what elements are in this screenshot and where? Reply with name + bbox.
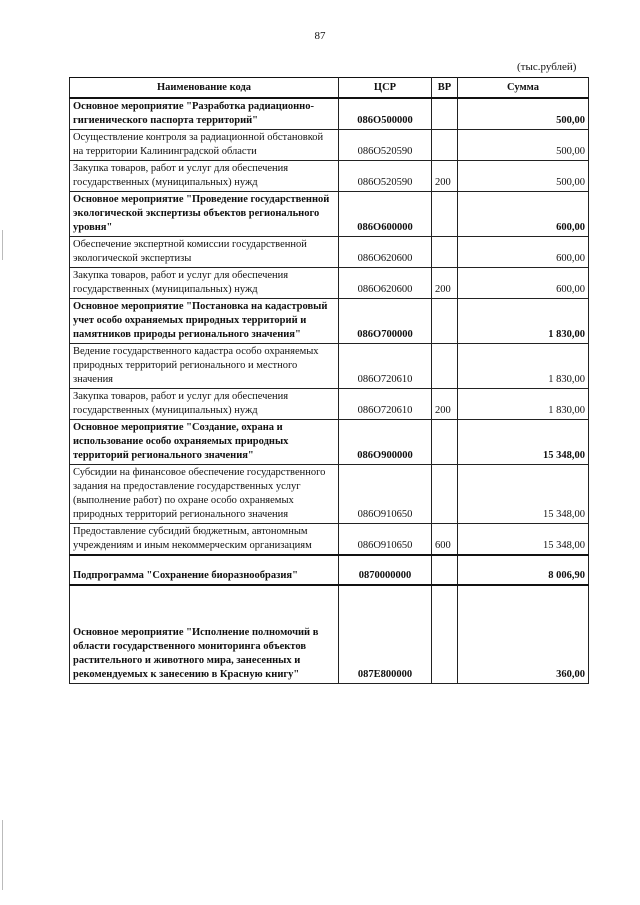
cell-name: Субсидии на финансовое обеспечение государственного задания на предоставление государственных услуг (выполнение работ) по охране особо охраняемых природных территорий регионального значения [70,465,339,524]
cell-sum: 15 348,00 [458,524,589,556]
table-row [70,192,589,237]
cell-sum: 15 348,00 [458,420,589,465]
cell-sum: 8 006,90 [458,555,589,585]
cell-csr: 086О600000 [339,192,432,237]
cell-csr: 086О620600 [339,237,432,268]
cell-name: Обеспечение экспертной комиссии государственной экологической экспертизы [70,237,339,268]
cell-vr: 200 [432,161,458,192]
table-row [70,237,589,268]
cell-vr [432,299,458,344]
table-row [70,524,589,556]
table-row [70,130,589,161]
cell-name: Осуществление контроля за радиационной обстановкой на территории Калининградской области [70,130,339,161]
cell-name: Основное мероприятие "Разработка радиационно-гигиенического паспорта территорий" [70,98,339,130]
cell-csr: 086О720610 [339,344,432,389]
cell-csr: 086О620600 [339,268,432,299]
cell-vr [432,237,458,268]
table-row [70,389,589,420]
cell-csr: 0870000000 [339,555,432,585]
cell-csr: 086О900000 [339,420,432,465]
cell-name: Предоставление субсидий бюджетным, автономным учреждениям и иным некоммерческим организациям [70,524,339,556]
cell-sum: 360,00 [458,585,589,683]
cell-vr [432,344,458,389]
cell-sum: 600,00 [458,192,589,237]
cell-vr: 200 [432,389,458,420]
scan-margin-mark [2,230,3,260]
cell-vr [432,465,458,524]
budget-table [69,77,589,684]
table-row [70,585,589,683]
cell-sum: 600,00 [458,268,589,299]
cell-csr: 086О520590 [339,130,432,161]
cell-csr: 087Е800000 [339,585,432,683]
cell-sum: 1 830,00 [458,389,589,420]
cell-sum: 15 348,00 [458,465,589,524]
table-row [70,465,589,524]
cell-vr [432,192,458,237]
cell-sum: 500,00 [458,161,589,192]
cell-name: Основное мероприятие "Исполнение полномочий в области государственного мониторинга объектов растительного и животного мира, занесенных и рекомендуемых к занесению в Красную книгу" [70,585,339,683]
cell-vr [432,420,458,465]
page-number: 87 [314,30,326,42]
cell-name: Основное мероприятие "Проведение государственной экологической экспертизы объектов регионального уровня" [70,192,339,237]
cell-csr: 086О700000 [339,299,432,344]
cell-csr: 086О910650 [339,465,432,524]
cell-sum: 600,00 [458,237,589,268]
cell-name: Закупка товаров, работ и услуг для обеспечения государственных (муниципальных) нужд [70,268,339,299]
cell-sum: 1 830,00 [458,299,589,344]
header-sum: Сумма [458,78,589,99]
header-csr: ЦСР [339,78,432,99]
cell-name: Ведение государственного кадастра особо охраняемых природных территорий регионального и местного значения [70,344,339,389]
table-header-row [70,78,589,99]
cell-vr [432,585,458,683]
cell-vr: 600 [432,524,458,556]
cell-csr: 086О500000 [339,98,432,130]
cell-sum: 1 830,00 [458,344,589,389]
cell-csr: 086О720610 [339,389,432,420]
table-row [70,268,589,299]
table-row [70,555,589,585]
cell-sum: 500,00 [458,130,589,161]
table-row [70,98,589,130]
scan-margin-mark [2,820,3,890]
cell-vr [432,98,458,130]
table-row [70,299,589,344]
cell-vr [432,130,458,161]
header-vr: ВР [432,78,458,99]
header-name: Наименование кода [70,78,339,99]
cell-sum: 500,00 [458,98,589,130]
table-row [70,161,589,192]
cell-name: Основное мероприятие "Постановка на кадастровый учет особо охраняемых природных территорий и памятников природы регионального значения" [70,299,339,344]
table-row [70,344,589,389]
cell-name: Закупка товаров, работ и услуг для обеспечения государственных (муниципальных) нужд [70,389,339,420]
cell-vr: 200 [432,268,458,299]
cell-name: Основное мероприятие "Создание, охрана и использование особо охраняемых природных территорий регионального значения" [70,420,339,465]
cell-name: Подпрограмма "Сохранение биоразнообразия" [70,555,339,585]
cell-csr: 086О520590 [339,161,432,192]
cell-csr: 086О910650 [339,524,432,556]
cell-vr [432,555,458,585]
table-row [70,420,589,465]
cell-name: Закупка товаров, работ и услуг для обеспечения государственных (муниципальных) нужд [70,161,339,192]
units-label: (тыс.рублей) [517,61,577,73]
